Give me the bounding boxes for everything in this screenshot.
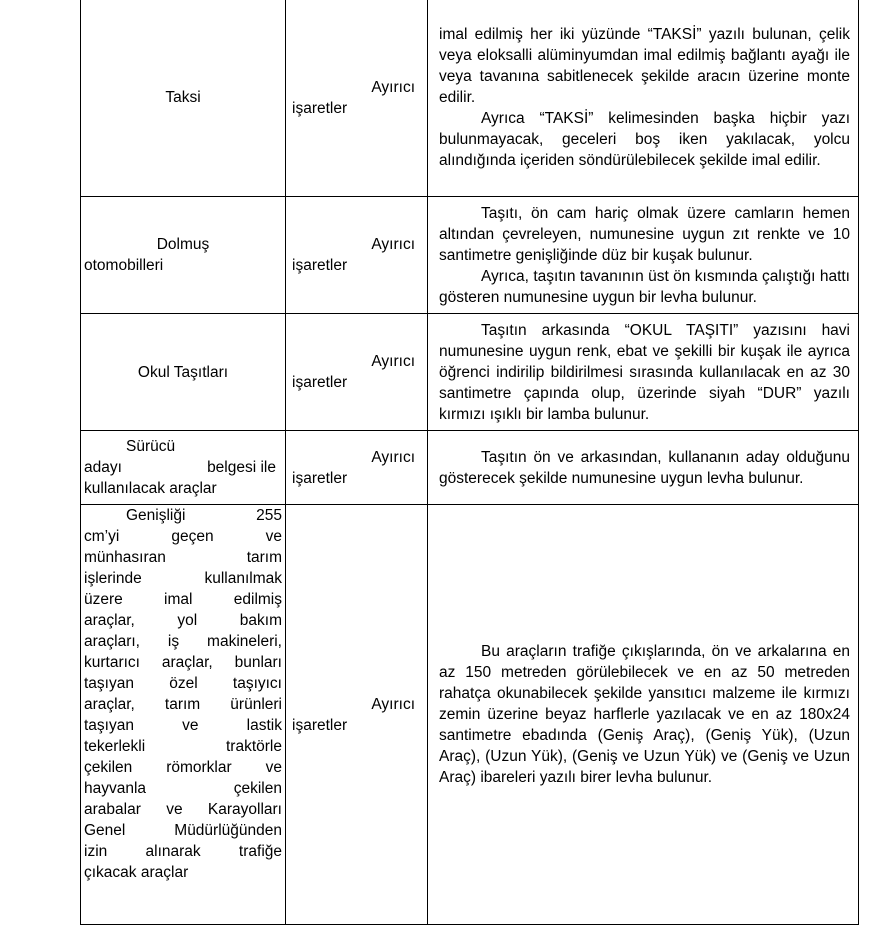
table-row — [81, 314, 859, 431]
vehicle-description-line: tekerlekli traktörle — [84, 738, 282, 755]
vehicle-marks-table — [80, 0, 859, 925]
vehicle-description-line: arabalar ve Karayolları — [84, 801, 282, 818]
mark-line-2: işaretler — [292, 257, 348, 274]
description-paragraph: Bu araçların trafiğe çıkışlarında, ön ve arkalarına en az 150 metreden görülebilecek ve en az 50 metreden rahatça okunabilecek şekilde yansıtıcı malzeme ile kırmızı zemin üzerine beyaz harflerle yazılacak ve en az 180x24 santimetre ebadında (Geniş Araç), (Geniş Yük), (Uzun Araç), (Uzun Yük), (Geniş ve Uzun Yük) ve (Geniş ve Uzun Araç) ibareleri yazılı birer levha bulunur. — [439, 643, 850, 786]
description-paragraph: Taşıtı, ön cam hariç olmak üzere camların hemen altından çevreleyen, numunesine uygun zıt renkte ve 10 santimetre genişliğinde düz bir kuşak bulunur. — [439, 204, 850, 264]
vehicle-description-line: taşıyan özel taşıyıcı — [84, 675, 282, 692]
mark-cell — [286, 197, 428, 314]
vehicle-cell — [81, 197, 286, 314]
vehicle-name-part: belgesi ile — [207, 459, 276, 476]
description-cell — [428, 505, 859, 925]
mark-cell — [286, 505, 428, 925]
mark-line-1: Ayırıcı — [371, 78, 415, 96]
vehicle-description-line: cm’yi geçen ve — [84, 528, 282, 545]
mark-cell — [286, 431, 428, 505]
vehicle-description-line: münhasıran tarım — [84, 549, 282, 566]
vehicle-description-line: hayvanla çekilen — [84, 780, 282, 797]
vehicle-description-line: araçları, iş makineleri, — [84, 633, 282, 650]
mark-line-1: Ayırıcı — [371, 695, 415, 713]
vehicle-name-line-1: Dolmuş — [156, 236, 210, 253]
vehicle-description-line: taşıyan ve lastik — [84, 717, 282, 734]
mark-cell — [286, 314, 428, 431]
vehicle-description-line: kurtarıcı araçlar, bunları — [84, 654, 282, 671]
description-cell — [428, 314, 859, 431]
mark-line-2: işaretler — [292, 716, 348, 734]
vehicle-description-line: Genel Müdürlüğünden — [84, 822, 282, 839]
mark-line-2: işaretler — [292, 99, 348, 117]
vehicle-name-line-2: otomobilleri — [84, 257, 164, 274]
vehicle-cell — [81, 431, 286, 505]
description-paragraph: imal edilmiş her iki yüzünde “TAKSİ” yazılı bulunan, çelik veya eloksalli alüminyumdan imal edilmiş bağlantı ayağı ile veya tavanına sabitlenecek şekilde aracın üzerine monte edilir. — [439, 26, 850, 106]
vehicle-cell — [81, 505, 286, 925]
description-paragraph: Ayrıca, taşıtın tavanının üst ön kısmında çalıştığı hattı gösteren numunesine uygun bir levha bulunur. — [439, 267, 850, 306]
description-paragraph: Ayrıca “TAKSİ” kelimesinden başka hiçbir yazı bulunmayacak, geceleri boş iken yakılacak, yolcu alındığında içeriden söndürülebilecek şekilde imal edilir. — [439, 110, 850, 169]
description-cell — [428, 0, 859, 197]
vehicle-name: Okul Taşıtları — [137, 363, 229, 381]
description-paragraph: Taşıtın ön ve arkasından, kullananın aday olduğunu gösterecek şekilde numunesine uygun levha bulunur. — [439, 448, 850, 487]
vehicle-description-line: araçlar, tarım ürünleri — [84, 696, 282, 713]
vehicle-cell — [81, 0, 286, 197]
vehicle-name-part: adayı — [84, 459, 122, 476]
mark-line-2: işaretler — [292, 374, 348, 391]
mark-line-1: Ayırıcı — [371, 236, 415, 253]
vehicle-description-line: çekilen römorklar ve — [84, 759, 282, 776]
vehicle-name-line-3: kullanılacak araçlar — [84, 480, 217, 497]
description-paragraph: Taşıtın arkasında “OKUL TAŞITI” yazısını havi numunesine uygun renk, ebat ve şekilli bir kuşak ile ayrıca öğrenci indirilip bildirilmesi sırasında kullanılacak en az 30 santimetre çapında olup, üzerinde siyah “DUR” yazılı kırmızı ışıklı bir lamba bulunur. — [439, 321, 850, 423]
mark-line-1: Ayırıcı — [371, 353, 415, 370]
table-row — [81, 197, 859, 314]
vehicle-description-line: çıkacak araçlar — [84, 864, 189, 881]
vehicle-description-line: Genişliği 255 — [126, 507, 282, 524]
vehicle-description — [84, 505, 282, 883]
description-cell — [428, 197, 859, 314]
vehicle-cell — [81, 314, 286, 431]
mark-cell — [286, 0, 428, 197]
vehicle-description-line: üzere imal edilmiş — [84, 591, 282, 608]
vehicle-name: Taksi — [165, 89, 201, 106]
vehicle-description-line: araçlar, yol bakım — [84, 612, 282, 629]
table-row — [81, 431, 859, 505]
vehicle-name-line-1: Sürücü — [126, 438, 176, 455]
description-cell — [428, 431, 859, 505]
table-row — [81, 505, 859, 925]
vehicle-description-line: işlerinde kullanılmak — [84, 570, 282, 587]
mark-line-1: Ayırıcı — [371, 448, 415, 466]
mark-line-2: işaretler — [292, 469, 348, 487]
table-row — [81, 0, 859, 197]
vehicle-description-line: izin alınarak trafiğe — [84, 843, 282, 860]
